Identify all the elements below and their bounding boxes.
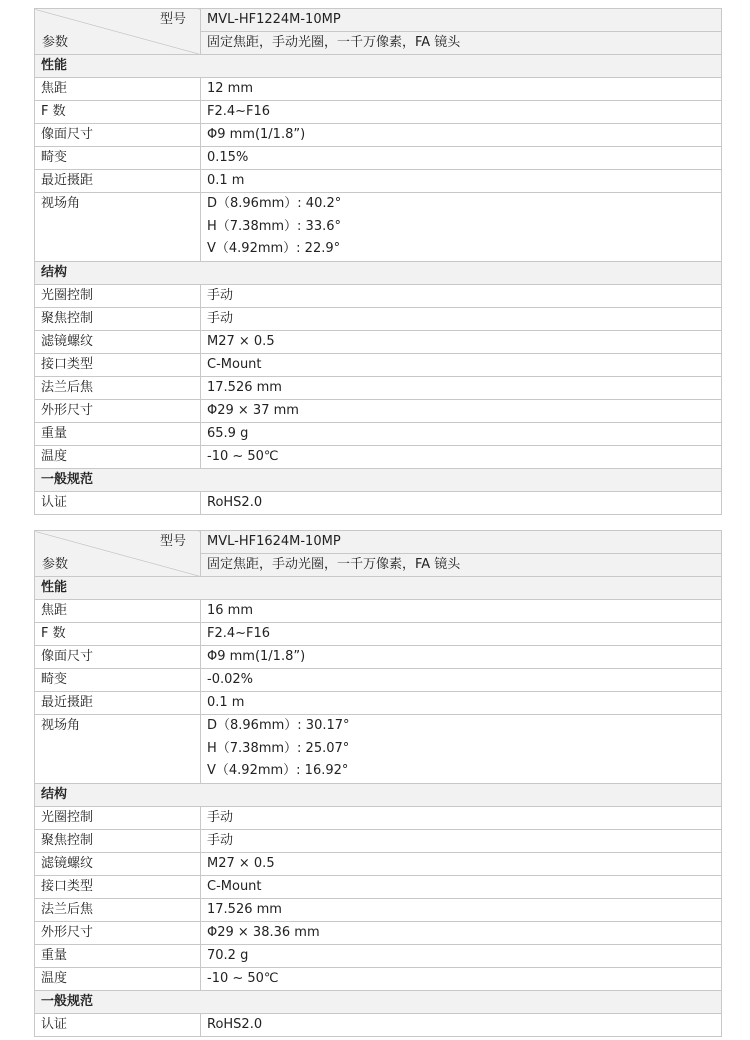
section-header-general [35,990,722,1013]
fov-diagonal: D（8.96mm）: 30.17° [207,718,350,733]
spec-label: 聚焦控制 [35,829,201,852]
spec-row [35,78,722,101]
spec-label: F 数 [35,101,201,124]
spec-row [35,399,722,422]
spec-label: 最近摄距 [35,170,201,193]
spec-table-2 [34,530,722,1037]
spec-label: 滤镜螺纹 [35,852,201,875]
spec-row [35,147,722,170]
header-row [35,9,722,32]
section-title: 性能 [35,577,722,600]
param-label: 参数 [42,35,69,50]
spec-row [35,124,722,147]
model-description: 固定焦距，手动光圈，一千万像素，FA 镜头 [201,32,722,55]
spec-value: -10 ~ 50℃ [201,445,722,468]
spec-row [35,445,722,468]
model-label: 型号 [159,534,186,549]
spec-label: 认证 [35,491,201,514]
spec-row [35,623,722,646]
section-header-performance [35,55,722,78]
spec-row [35,806,722,829]
spec-value: 手动 [201,829,722,852]
spec-row [35,898,722,921]
spec-label: 最近摄距 [35,692,201,715]
model-description: 固定焦距，手动光圈，一千万像素，FA 镜头 [201,554,722,577]
section-title: 结构 [35,261,722,284]
spec-row [35,353,722,376]
spec-row [35,875,722,898]
section-header-performance [35,577,722,600]
spec-row [35,170,722,193]
spec-value: Φ9 mm(1/1.8”) [201,124,722,147]
spec-row [35,1013,722,1036]
spec-label: 法兰后焦 [35,376,201,399]
spec-value: 手动 [201,806,722,829]
spec-row [35,967,722,990]
spec-label: 视场角 [35,193,201,262]
spec-value: 手动 [201,284,722,307]
header-row [35,531,722,554]
spec-value: RoHS2.0 [201,1013,722,1036]
spec-label: 畸变 [35,147,201,170]
spec-value: M27 × 0.5 [201,330,722,353]
header-corner-cell [35,9,201,55]
spec-value: 17.526 mm [201,376,722,399]
spec-row [35,307,722,330]
spec-label: 光圈控制 [35,806,201,829]
spec-value: 手动 [201,307,722,330]
spec-row [35,944,722,967]
spec-row [35,330,722,353]
spec-row [35,852,722,875]
section-title: 一般规范 [35,468,722,491]
section-header-structure [35,783,722,806]
param-label: 参数 [42,557,69,572]
spec-value: -10 ~ 50℃ [201,967,722,990]
spec-label: 外形尺寸 [35,921,201,944]
spec-label: 重量 [35,944,201,967]
spec-row [35,284,722,307]
spec-value: Φ29 × 38.36 mm [201,921,722,944]
spec-row [35,600,722,623]
spec-label: 温度 [35,445,201,468]
model-name: MVL-HF1224M-10MP [201,9,722,32]
spec-value: 65.9 g [201,422,722,445]
spec-label: 视场角 [35,715,201,784]
spec-label: 光圈控制 [35,284,201,307]
spec-label: 滤镜螺纹 [35,330,201,353]
spec-row [35,422,722,445]
spec-row [35,692,722,715]
spec-value: 12 mm [201,78,722,101]
spec-label: 像面尺寸 [35,646,201,669]
spec-value: C-Mount [201,875,722,898]
spec-value: 70.2 g [201,944,722,967]
spec-row [35,669,722,692]
spec-label: 像面尺寸 [35,124,201,147]
header-corner-cell [35,531,201,577]
spec-value: C-Mount [201,353,722,376]
fov-horizontal: H（7.38mm）: 33.6° [207,218,342,234]
section-title: 一般规范 [35,990,722,1013]
spec-label: 畸变 [35,669,201,692]
spec-label: 接口类型 [35,353,201,376]
spec-value: 17.526 mm [201,898,722,921]
spec-value: 0.1 m [201,170,722,193]
spec-label: 法兰后焦 [35,898,201,921]
spec-value: F2.4~F16 [201,623,722,646]
spec-label: 聚焦控制 [35,307,201,330]
section-header-general [35,468,722,491]
spec-value: F2.4~F16 [201,101,722,124]
section-header-structure [35,261,722,284]
spec-value-multiline [201,193,722,262]
spec-value-multiline [201,715,722,784]
spec-row-field-of-view [35,193,722,262]
spec-label: 认证 [35,1013,201,1036]
section-title: 结构 [35,783,722,806]
fov-horizontal: H（7.38mm）: 25.07° [207,740,350,756]
spec-label: F 数 [35,623,201,646]
fov-diagonal: D（8.96mm）: 40.2° [207,196,342,211]
spec-value: RoHS2.0 [201,491,722,514]
spec-label: 重量 [35,422,201,445]
fov-vertical: V（4.92mm）: 16.92° [207,763,349,778]
spec-value: Φ9 mm(1/1.8”) [201,646,722,669]
spec-row [35,646,722,669]
spec-label: 接口类型 [35,875,201,898]
spec-row [35,101,722,124]
spec-label: 外形尺寸 [35,399,201,422]
spec-value: M27 × 0.5 [201,852,722,875]
spec-row [35,376,722,399]
spec-value: 0.1 m [201,692,722,715]
model-label: 型号 [159,12,186,27]
spec-label: 温度 [35,967,201,990]
spec-row [35,921,722,944]
spec-value: Φ29 × 37 mm [201,399,722,422]
spec-row [35,491,722,514]
model-name: MVL-HF1624M-10MP [201,531,722,554]
spec-value: -0.02% [201,669,722,692]
spec-table-1 [34,8,722,515]
section-title: 性能 [35,55,722,78]
spec-label: 焦距 [35,78,201,101]
spec-row [35,829,722,852]
spec-value: 16 mm [201,600,722,623]
fov-vertical: V（4.92mm）: 22.9° [207,241,341,256]
spec-value: 0.15% [201,147,722,170]
spec-row-field-of-view [35,715,722,784]
spec-label: 焦距 [35,600,201,623]
